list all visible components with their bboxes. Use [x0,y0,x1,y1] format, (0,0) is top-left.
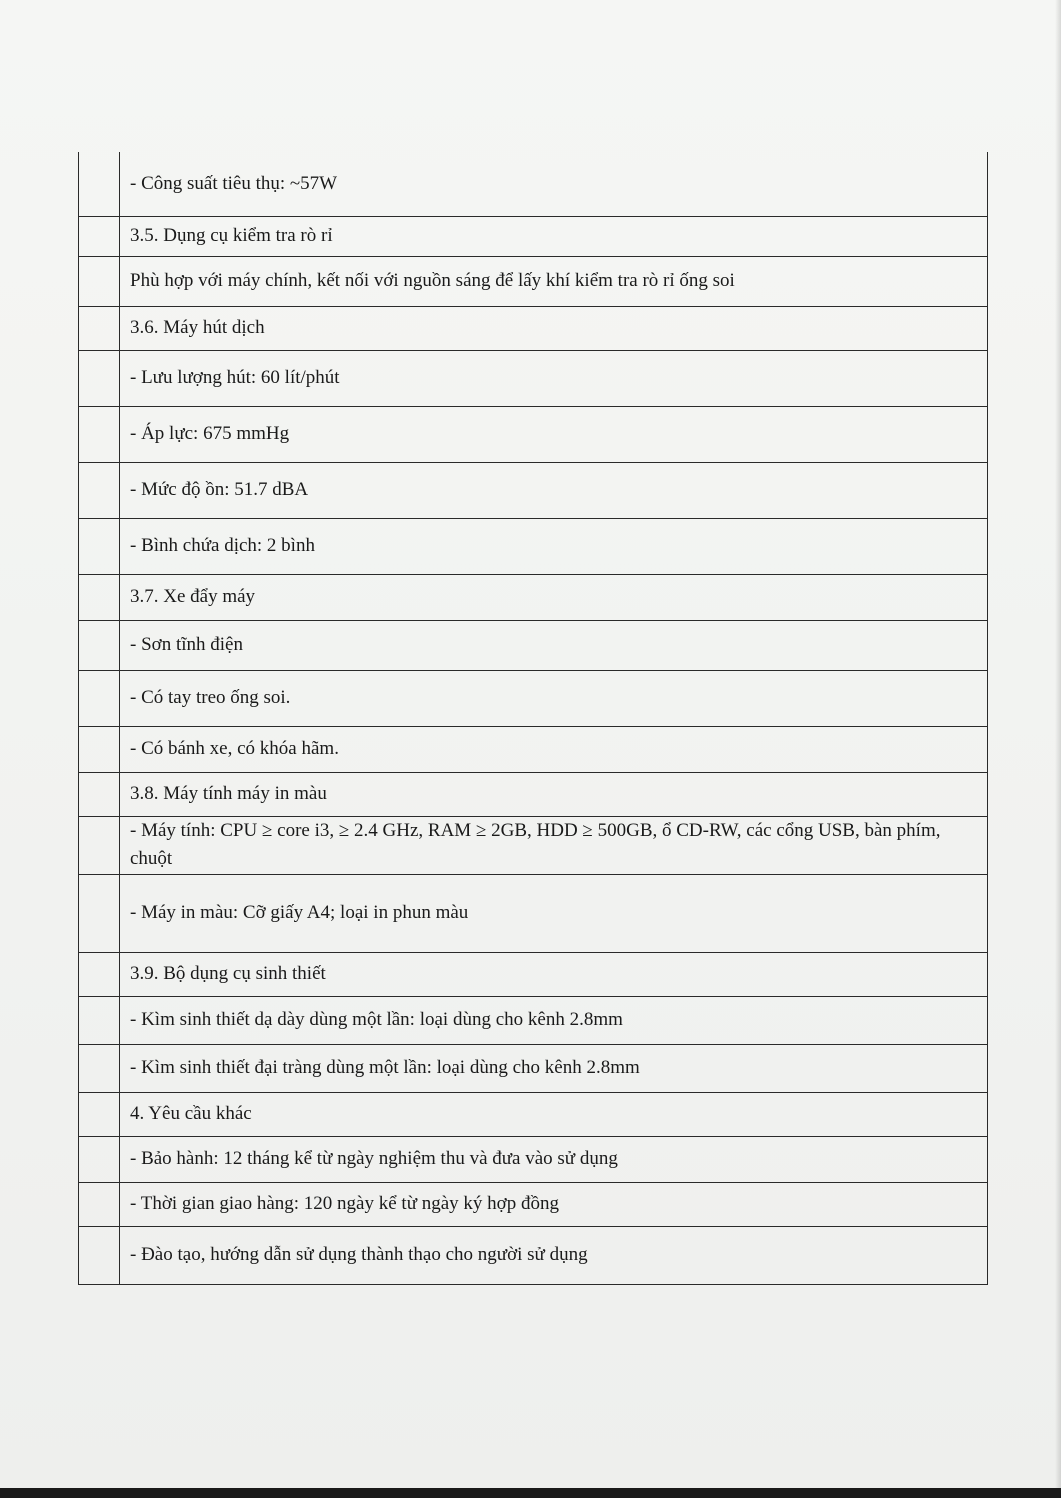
table-row [79,518,988,574]
row-index-cell [79,406,120,462]
row-content-cell: - Lưu lượng hút: 60 lít/phút [120,350,988,406]
table-row [79,350,988,406]
table-row [79,216,988,256]
table-row [79,306,988,350]
table-row [79,726,988,772]
row-index-cell [79,996,120,1044]
row-content-cell: - Thời gian giao hàng: 120 ngày kể từ ngày ký hợp đồng [120,1182,988,1226]
row-content-cell: - Mức độ ồn: 51.7 dBA [120,462,988,518]
table-row [79,256,988,306]
row-index-cell [79,816,120,874]
row-index-cell [79,462,120,518]
row-content-cell: Phù hợp với máy chính, kết nối với nguồn sáng để lấy khí kiểm tra rò rỉ ống soi [120,256,988,306]
specification-table [78,152,988,1285]
row-content-cell: 4. Yêu cầu khác [120,1092,988,1136]
row-content-cell: 3.5. Dụng cụ kiểm tra rò rỉ [120,216,988,256]
table-row [79,816,988,874]
specification-table-body [79,152,988,1284]
row-content-cell: - Sơn tĩnh điện [120,620,988,670]
row-content-cell: - Bình chứa dịch: 2 bình [120,518,988,574]
row-content-cell: 3.9. Bộ dụng cụ sinh thiết [120,952,988,996]
row-index-cell [79,620,120,670]
row-index-cell [79,306,120,350]
row-index-cell [79,1136,120,1182]
row-content-cell: 3.7. Xe đẩy máy [120,574,988,620]
row-content-cell: - Bảo hành: 12 tháng kể từ ngày nghiệm thu và đưa vào sử dụng [120,1136,988,1182]
row-index-cell [79,952,120,996]
row-content-cell: 3.8. Máy tính máy in màu [120,772,988,816]
table-row [79,1136,988,1182]
table-row [79,996,988,1044]
table-row [79,1044,988,1092]
table-row [79,1092,988,1136]
row-index-cell [79,518,120,574]
row-content-cell: - Công suất tiêu thụ: ~57W [120,152,988,216]
table-row [79,620,988,670]
row-content-cell: - Đào tạo, hướng dẫn sử dụng thành thạo cho người sử dụng [120,1226,988,1284]
row-content-cell: - Kìm sinh thiết đại tràng dùng một lần: loại dùng cho kênh 2.8mm [120,1044,988,1092]
table-row [79,874,988,952]
row-index-cell [79,350,120,406]
table-row [79,574,988,620]
row-index-cell [79,216,120,256]
table-row [79,406,988,462]
scan-bottom-edge [0,1488,1061,1498]
table-row [79,462,988,518]
row-content-cell: - Có bánh xe, có khóa hãm. [120,726,988,772]
table-row [79,1226,988,1284]
row-index-cell [79,1044,120,1092]
row-index-cell [79,1182,120,1226]
row-content-cell: - Có tay treo ống soi. [120,670,988,726]
row-content-cell: - Máy tính: CPU ≥ core i3, ≥ 2.4 GHz, RAM ≥ 2GB, HDD ≥ 500GB, ổ CD-RW, các cổng USB, bàn phím, chuột [120,816,988,874]
table-row [79,772,988,816]
row-content-cell: - Kìm sinh thiết dạ dày dùng một lần: loại dùng cho kênh 2.8mm [120,996,988,1044]
row-index-cell [79,574,120,620]
row-index-cell [79,152,120,216]
row-index-cell [79,256,120,306]
row-index-cell [79,670,120,726]
row-index-cell [79,772,120,816]
table-row [79,1182,988,1226]
row-content-cell: 3.6. Máy hút dịch [120,306,988,350]
row-index-cell [79,726,120,772]
row-content-cell: - Áp lực: 675 mmHg [120,406,988,462]
table-row [79,152,988,216]
table-row [79,952,988,996]
page-edge-shadow [1055,0,1061,1498]
row-content-cell: - Máy in màu: Cỡ giấy A4; loại in phun màu [120,874,988,952]
row-index-cell [79,874,120,952]
row-index-cell [79,1226,120,1284]
row-index-cell [79,1092,120,1136]
table-row [79,670,988,726]
